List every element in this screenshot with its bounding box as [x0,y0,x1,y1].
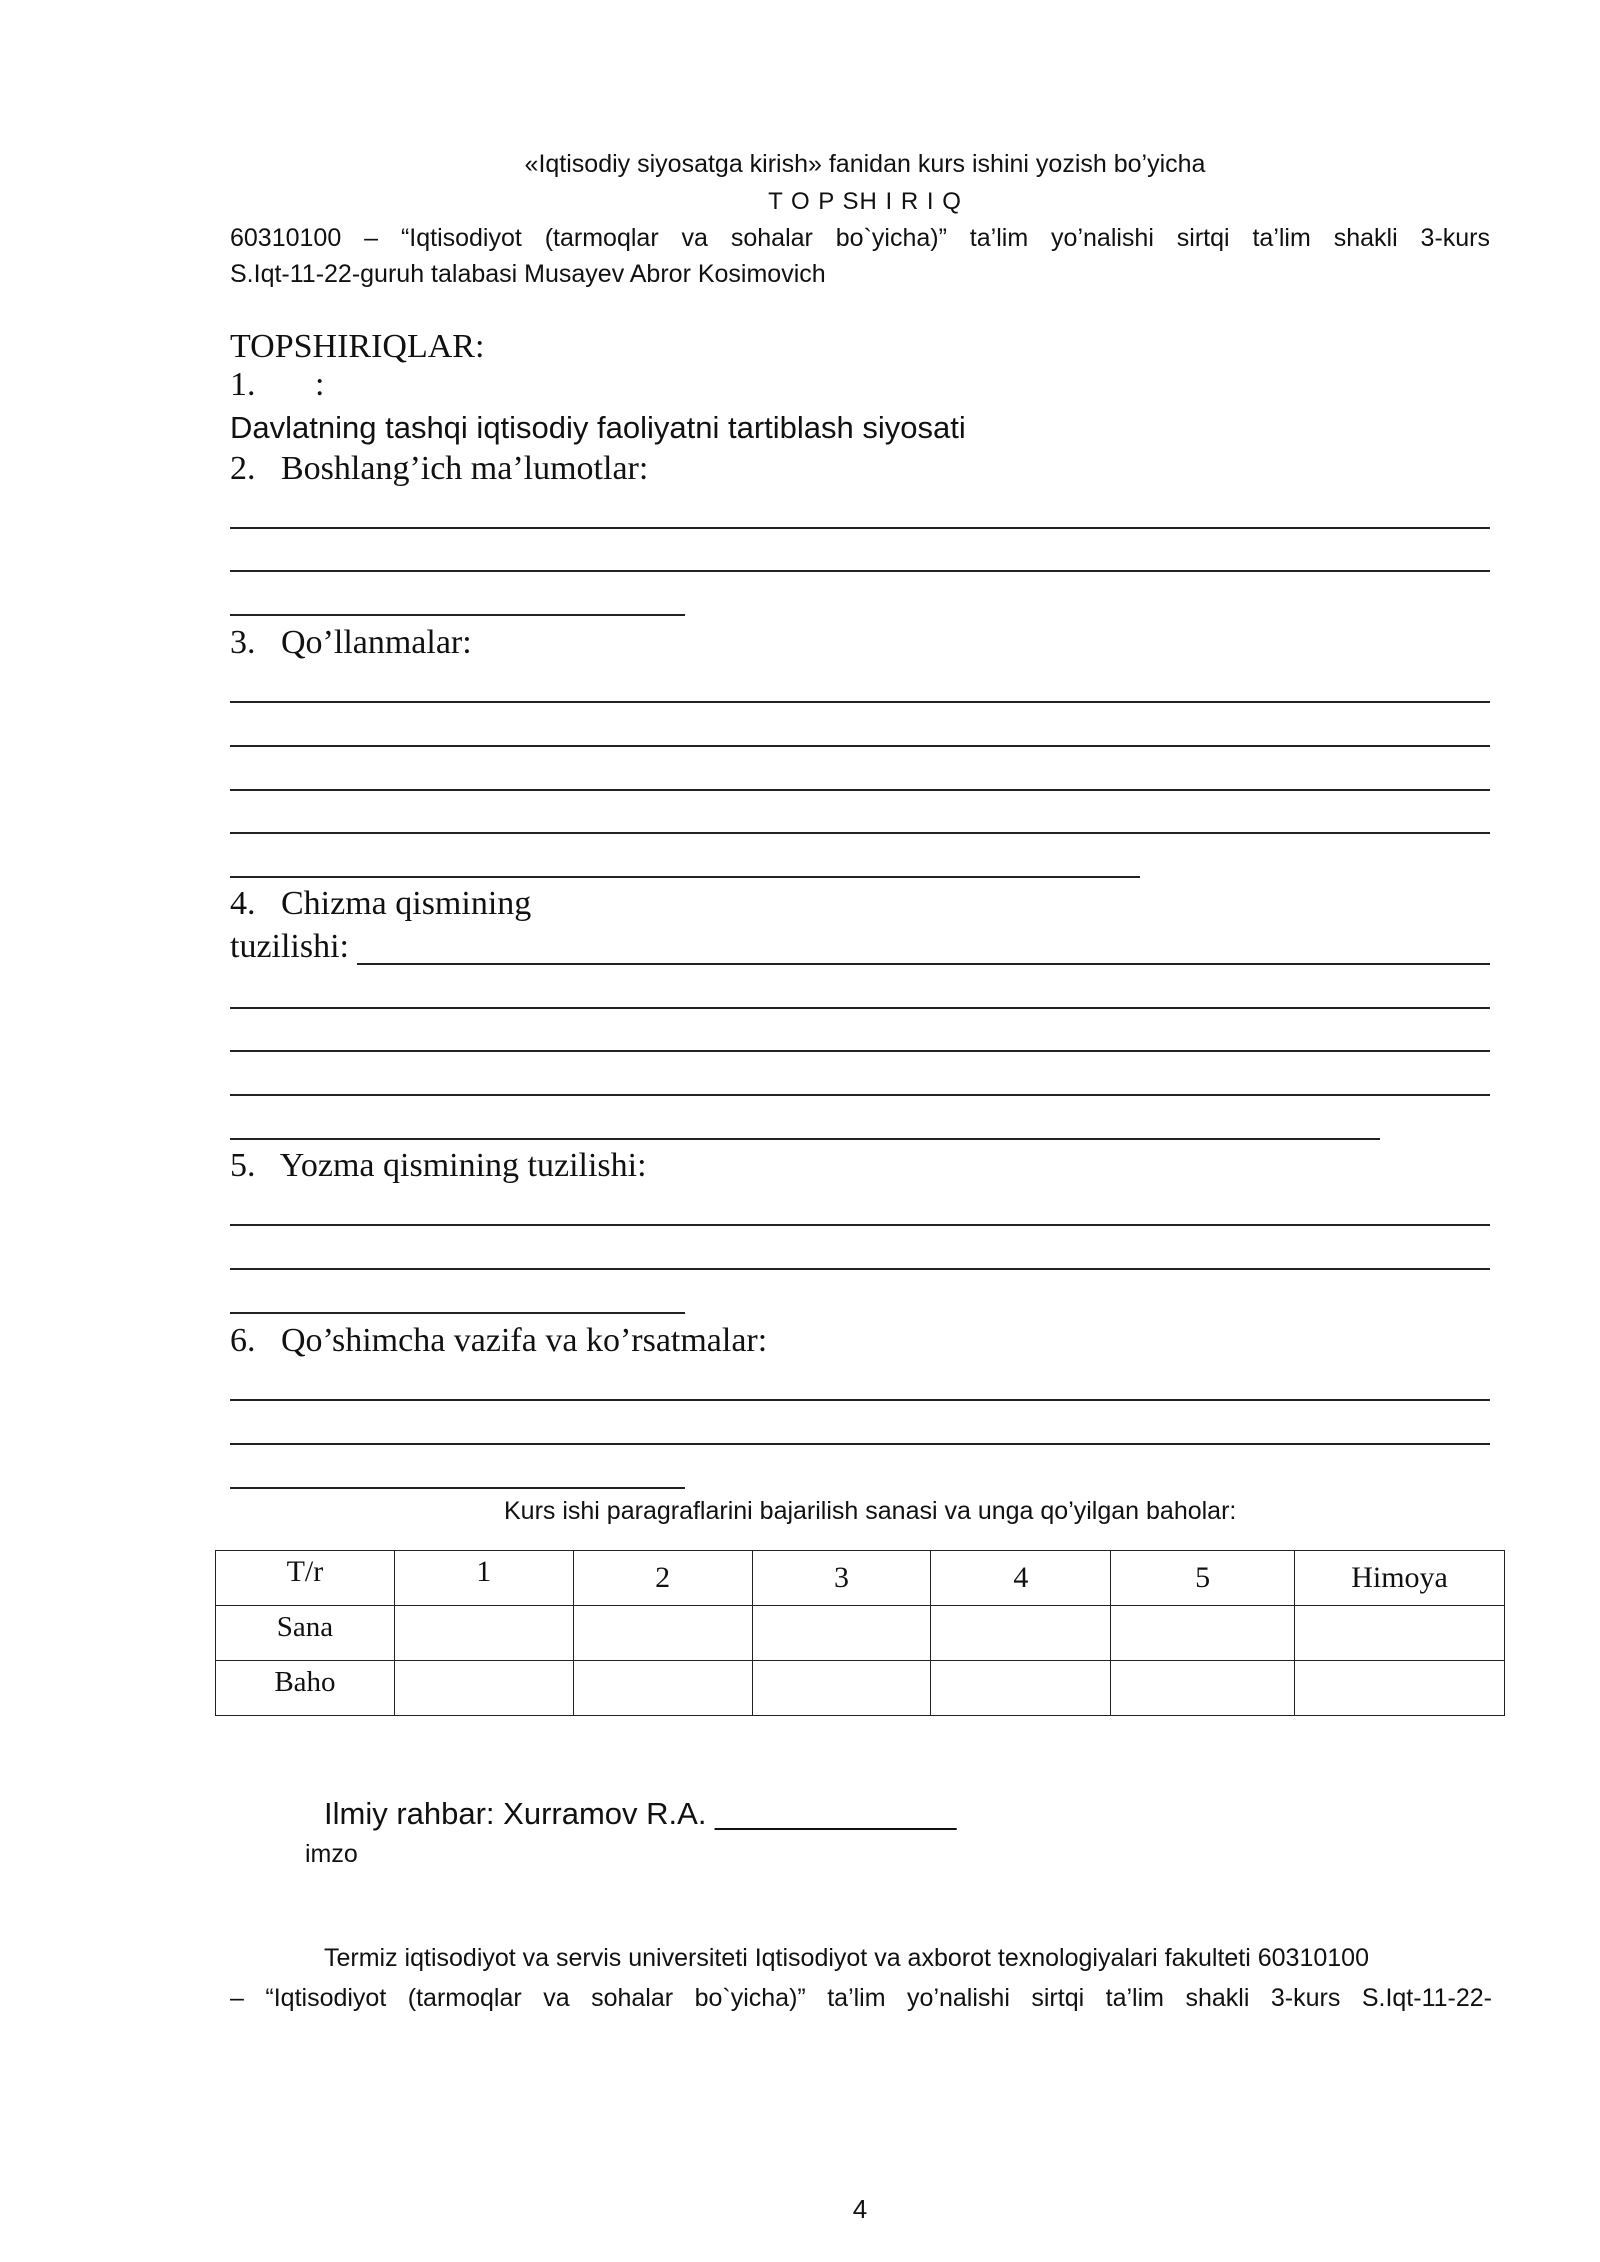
blank-line [230,876,1140,878]
task-3-heading: 3. Qo’llanmalar: [230,624,472,661]
blank-line [230,1312,685,1314]
task-4-heading: 4. Chizma qismining [230,885,532,922]
blank-line [230,1224,1490,1226]
header-cell: 2 [573,1551,752,1606]
table-cell [1111,1661,1295,1716]
blank-line [230,1443,1490,1445]
table-cell [1111,1606,1295,1661]
table-cell [931,1661,1111,1716]
course-title: «Iqtisodiy siyosatga kirish» fanidan kurs ishini yozish bo’yicha [524,150,1206,178]
blank-line [230,527,1490,529]
table-header-row [216,1551,1505,1606]
table-cell [573,1606,752,1661]
task-5-heading: 5. Yozma qismining tuzilishi: [230,1147,647,1184]
blank-line [230,1487,685,1489]
blank-line [230,1268,1490,1270]
blank-line [230,1007,1490,1009]
blank-line [230,570,1490,572]
document-title: T O P SH I R I Q [768,188,962,215]
row-label-baho: Baho [216,1661,395,1716]
table-cell [752,1661,931,1716]
header-cell: 5 [1111,1551,1295,1606]
student-line: S.Iqt-11-22-guruh talabasi Musayev Abror Kosimovich [230,260,826,288]
grades-table [215,1550,1505,1716]
header-cell: 4 [931,1551,1111,1606]
table-cell [573,1661,752,1716]
blank-line [357,963,1490,965]
task-1-label: 1. : [230,366,325,403]
table-row [216,1661,1505,1716]
tasks-heading: TOPSHIRIQLAR: [230,328,485,365]
blank-line [230,1138,1380,1140]
footer-line-1: Termiz iqtisodiyot va servis universiteti Iqtisodiyot va axborot texnologiyalari fakulteti 60310100 [324,1944,1369,1972]
table-cell [1295,1661,1505,1716]
table-cell [1295,1606,1505,1661]
table-row [216,1606,1505,1661]
header-cell: T/r [216,1551,395,1606]
task-1-topic: Davlatning tashqi iqtisodiy faoliyatni tartiblash siyosati [230,410,966,445]
blank-line [230,832,1490,834]
page-number: 4 [852,2194,868,2224]
table-caption: Kurs ishi paragraflarini bajarilish sanasi va unga qo’yilgan baholar: [504,1497,1237,1525]
row-label-sana: Sana [216,1606,395,1661]
table-cell [394,1606,573,1661]
header-cell: 1 [394,1551,573,1606]
footer-line-2: – “Iqtisodiyot (tarmoqlar va sohalar bo`yicha)” ta’lim yo’nalishi sirtqi ta’lim shakli 3-kurs S.Iqt-11-22- [230,1984,1492,2012]
blank-line [230,701,1490,703]
table-cell [394,1661,573,1716]
table-cell [931,1606,1111,1661]
header-cell: 3 [752,1551,931,1606]
blank-line [230,1399,1490,1401]
supervisor-line: Ilmiy rahbar: Xurramov R.A. ______________ [324,1796,957,1831]
task-4-heading-cont: tuzilishi: [230,928,349,965]
signature-label: imzo [305,1840,358,1868]
blank-line [230,1094,1490,1096]
blank-line [230,745,1490,747]
blank-line [230,614,685,616]
program-line: 60310100 – “Iqtisodiyot (tarmoqlar va sohalar bo`yicha)” ta’lim yo’nalishi sirtqi ta’lim shakli 3-kurs [230,224,1490,252]
table-cell [752,1606,931,1661]
blank-line [230,1050,1490,1052]
task-6-heading: 6. Qo’shimcha vazifa va ko’rsatmalar: [230,1322,768,1359]
task-2-heading: 2. Boshlang’ich ma’lumotlar: [230,450,649,487]
header-cell: Himoya [1295,1551,1505,1606]
blank-line [230,789,1490,791]
